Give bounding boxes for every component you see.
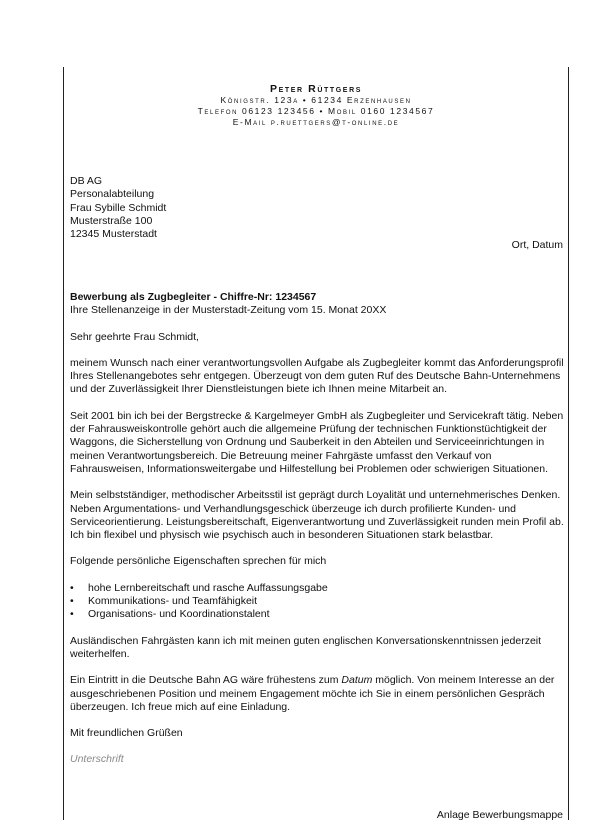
paragraph-motivation: meinem Wunsch nach einer verantwortungsvollen Aufgabe als Zugbegleiter kommt das Anforderungsprofil Ihres Stellenangebotes sehr entgegen. Überzeugt von dem guten Ruf des Deutsche Bahn-Unternehmens und der Zuverlässigkeit Ihrer Dienstleistungen biete ich Ihnen meine Mitarbeit an. xyxy=(70,356,564,396)
left-margin-line xyxy=(63,67,64,820)
subject-title: Bewerbung als Zugbegleiter - Chiffre-Nr: 1234567 xyxy=(70,291,317,303)
letter-body xyxy=(70,291,564,767)
sender-name: Peter Rüttgers xyxy=(269,83,363,95)
closing: Mit freundlichen Grüßen xyxy=(70,727,183,740)
right-margin-line xyxy=(568,67,569,820)
recipient-department: Personalabteilung xyxy=(70,188,155,201)
availability-date-placeholder: Datum xyxy=(341,674,373,687)
sender-phone: Telefon 06123 123456 • Mobil 0160 1234567 xyxy=(197,106,435,116)
paragraph-availability xyxy=(70,674,564,714)
qualities-list xyxy=(70,582,564,622)
availability-text-end: möglich. Von meinem Interesse an der ausgeschriebenen Position und meinem Engagement möchte ich Sie in einem persönlichen Gespräch überzeugen. Ich freue mich auf eine Einladung. xyxy=(70,674,555,713)
paragraph-languages: Ausländischen Fahrgästen kann ich mit meinen guten englischen Konversationskenntnissen jederzeit weiterhelfen. xyxy=(70,634,542,660)
recipient-address xyxy=(70,175,166,241)
attachment-note: Anlage Bewerbungsmappe xyxy=(436,809,563,821)
list-item: • Kommunikations- und Teamfähigkeit xyxy=(70,595,564,608)
list-item: • Organisations- und Koordinationstalent xyxy=(70,608,564,621)
signature-placeholder: Unterschrift xyxy=(70,753,124,766)
subject-reference: Ihre Stellenanzeige in der Musterstadt-Zeitung vom 15. Monat 20XX xyxy=(70,304,387,317)
paragraph-experience: Seit 2001 bin ich bei der Bergstrecke & Kargelmeyer GmbH als Zugbegleiter und Servicekraft tätig. Neben der Fahrausweiskontrolle gehört auch die allgemeine Prüfung der technischen Funktionstüchtigkeit der Waggons, die Sicherstellung von Ordnung und Sauberkeit in den Abteilen und Serviceeinrichtungen in meinen Verantwortungsbereich. Die Betreuung meiner Fahrgäste umfasst den Verkauf von Fahrausweisen, Informationsweitergabe und Hilfestellung bei Problemen oder schwierigen Situationen. xyxy=(70,409,564,475)
salutation: Sehr geehrte Frau Schmidt, xyxy=(70,330,199,343)
availability-text-start: Ein Eintritt in die Deutsche Bahn AG wäre frühestens zum xyxy=(70,674,342,687)
recipient-street: Musterstraße 100 xyxy=(70,214,153,227)
sender-address: Königstr. 123a • 61234 Erzenhausen xyxy=(220,95,412,105)
recipient-person: Frau Sybille Schmidt xyxy=(70,201,167,214)
letter-date: Ort, Datum xyxy=(511,239,563,251)
paragraph-qualities-intro: Folgende persönliche Eigenschaften sprechen für mich xyxy=(70,555,327,568)
recipient-company: DB AG xyxy=(70,175,103,187)
paragraph-skills: Mein selbstständiger, methodischer Arbeitsstil ist geprägt durch Loyalität und unternehmerisches Denken. Neben Argumentations- und Verhandlungsgeschick überzeuge ich durch profilierte Kunden- und Serviceorientierung. Leistungsbereitschaft, Eigenverantwortung und Zuverlässigkeit runden mein Profil ab. Ich bin flexibel und physisch wie psychisch auch in besonderen Situationen stark belastbar. xyxy=(70,489,564,542)
sender-email: E-Mail p.ruettgers@t-online.de xyxy=(232,117,400,127)
letterhead xyxy=(63,83,569,128)
list-item: • hohe Lernbereitschaft und rasche Auffassungsgabe xyxy=(70,582,564,595)
recipient-city: 12345 Musterstadt xyxy=(70,228,157,241)
